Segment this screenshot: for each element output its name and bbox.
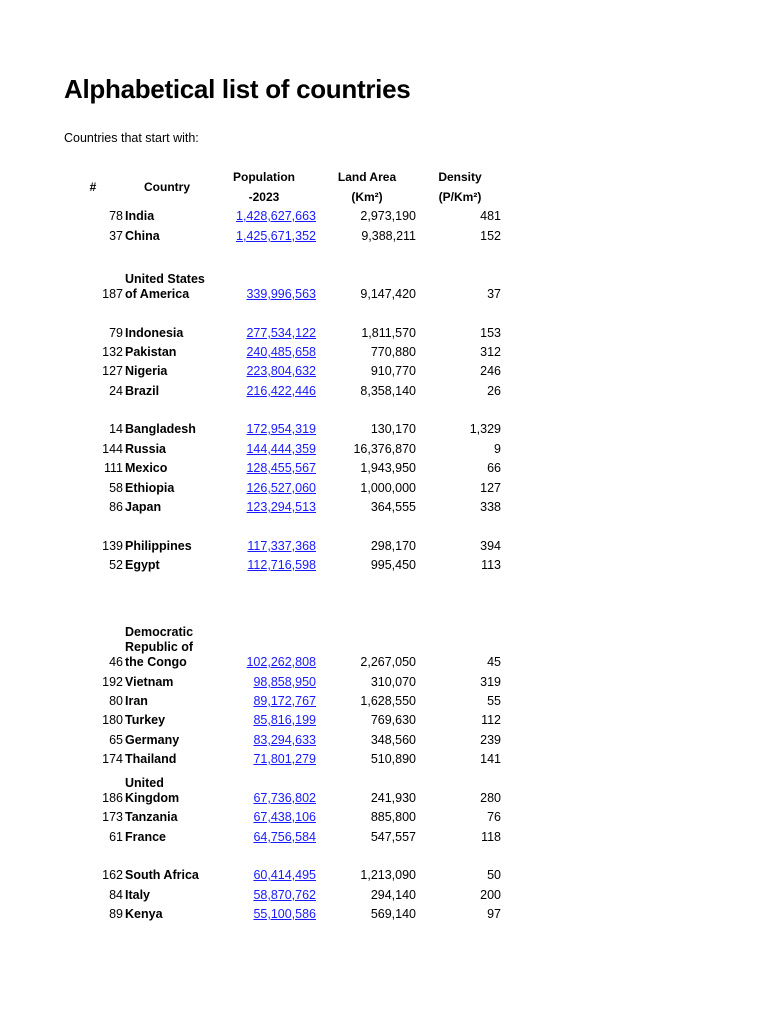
land-area-value: 9,147,420 bbox=[360, 287, 416, 301]
population-link[interactable]: 64,756,584 bbox=[253, 830, 316, 844]
country-name-line: Pakistan bbox=[125, 345, 177, 359]
row-number: 186 bbox=[102, 791, 123, 805]
density-value: 312 bbox=[480, 345, 501, 359]
land-area-value: 510,890 bbox=[370, 752, 416, 766]
population-link[interactable]: 60,414,495 bbox=[253, 868, 316, 882]
table-row bbox=[0, 810, 768, 825]
table-row bbox=[0, 907, 768, 922]
row-number: 192 bbox=[102, 675, 123, 689]
density-value: 66 bbox=[487, 461, 501, 475]
country-name-line: Japan bbox=[125, 500, 162, 514]
row-number: 79 bbox=[109, 326, 123, 340]
population-link[interactable]: 67,438,106 bbox=[253, 810, 316, 824]
land-area-value: 769,630 bbox=[370, 713, 416, 727]
land-area-value: 298,170 bbox=[370, 539, 416, 553]
population-link[interactable]: 58,870,762 bbox=[253, 888, 316, 902]
population-link[interactable]: 71,801,279 bbox=[253, 752, 316, 766]
land-area-value: 241,930 bbox=[370, 791, 416, 805]
row-number: 144 bbox=[102, 442, 123, 456]
population-link[interactable]: 1,425,671,352 bbox=[236, 229, 316, 243]
row-number: 111 bbox=[103, 461, 123, 475]
row-number: 14 bbox=[109, 422, 123, 436]
country-name-line: Democratic bbox=[125, 625, 194, 639]
page-subtitle: Countries that start with: bbox=[64, 131, 199, 145]
table-row bbox=[0, 539, 768, 554]
country-name-line: Kenya bbox=[125, 907, 163, 921]
row-number: 86 bbox=[109, 500, 123, 514]
country-name-line: of America bbox=[125, 287, 190, 301]
country-name-line: France bbox=[125, 830, 166, 844]
population-link[interactable]: 83,294,633 bbox=[253, 733, 316, 747]
population-link[interactable]: 112,716,598 bbox=[247, 558, 316, 572]
row-number: 84 bbox=[109, 888, 123, 902]
table-row bbox=[0, 868, 768, 883]
country-name-line: Vietnam bbox=[125, 675, 174, 689]
table-row bbox=[0, 422, 768, 437]
country-name-line: Egypt bbox=[125, 558, 160, 572]
table-row bbox=[0, 229, 768, 244]
header-population bbox=[224, 167, 304, 207]
header-land-area-line1: Land Area bbox=[337, 170, 397, 184]
row-number: 80 bbox=[109, 694, 123, 708]
table-row bbox=[0, 272, 768, 302]
table-row bbox=[0, 500, 768, 515]
density-value: 112 bbox=[481, 713, 501, 727]
population-link[interactable]: 172,954,319 bbox=[246, 422, 316, 436]
density-value: 319 bbox=[480, 675, 501, 689]
land-area-value: 1,213,090 bbox=[360, 868, 416, 882]
land-area-value: 294,140 bbox=[370, 888, 416, 902]
land-area-value: 1,943,950 bbox=[360, 461, 416, 475]
header-density bbox=[421, 167, 499, 207]
population-link[interactable]: 89,172,767 bbox=[253, 694, 316, 708]
table-row bbox=[0, 384, 768, 399]
density-value: 141 bbox=[480, 752, 501, 766]
density-value: 26 bbox=[487, 384, 501, 398]
population-link[interactable]: 67,736,802 bbox=[253, 791, 316, 805]
page-title: Alphabetical list of countries bbox=[64, 74, 411, 104]
density-value: 1,329 bbox=[469, 422, 501, 436]
density-value: 45 bbox=[487, 655, 501, 669]
country-name-line: Italy bbox=[125, 888, 151, 902]
population-link[interactable]: 117,337,368 bbox=[247, 539, 316, 553]
density-value: 152 bbox=[480, 229, 501, 243]
land-area-value: 547,557 bbox=[370, 830, 416, 844]
land-area-value: 16,376,870 bbox=[353, 442, 416, 456]
row-number: 187 bbox=[102, 287, 123, 301]
land-area-value: 910,770 bbox=[370, 364, 416, 378]
density-value: 338 bbox=[480, 500, 501, 514]
density-value: 50 bbox=[487, 868, 501, 882]
row-number: 127 bbox=[102, 364, 123, 378]
density-value: 9 bbox=[494, 442, 501, 456]
country-name-line: Kingdom bbox=[125, 791, 180, 805]
header-density-line1: Density bbox=[438, 170, 482, 184]
table-row bbox=[0, 713, 768, 728]
table-row bbox=[0, 461, 768, 476]
land-area-value: 569,140 bbox=[370, 907, 416, 921]
country-name-line: Nigeria bbox=[125, 364, 168, 378]
density-value: 239 bbox=[480, 733, 501, 747]
table-row bbox=[0, 558, 768, 573]
population-link[interactable]: 55,100,586 bbox=[253, 907, 316, 921]
table-row bbox=[0, 675, 768, 690]
density-value: 481 bbox=[480, 209, 501, 223]
row-number: 24 bbox=[109, 384, 123, 398]
population-link[interactable]: 123,294,513 bbox=[246, 500, 316, 514]
table-row bbox=[0, 752, 768, 767]
density-value: 118 bbox=[481, 830, 501, 844]
land-area-value: 885,800 bbox=[370, 810, 416, 824]
country-name-line: Thailand bbox=[125, 752, 177, 766]
country-name-line: Bangladesh bbox=[125, 422, 196, 436]
country-name-line: Turkey bbox=[125, 713, 166, 727]
country-name-line: India bbox=[125, 209, 155, 223]
country-name-line: Russia bbox=[125, 442, 166, 456]
country-name-line: Republic of bbox=[125, 640, 194, 654]
country-name-line: Philippines bbox=[125, 539, 192, 553]
header-density-line2: (P/Km²) bbox=[438, 190, 482, 204]
header-population-line2: -2023 bbox=[248, 190, 280, 204]
population-link[interactable]: 144,444,359 bbox=[246, 442, 316, 456]
land-area-value: 8,358,140 bbox=[360, 384, 416, 398]
density-value: 200 bbox=[480, 888, 501, 902]
density-value: 246 bbox=[480, 364, 501, 378]
density-value: 153 bbox=[480, 326, 501, 340]
country-name-line: Indonesia bbox=[125, 326, 184, 340]
header-population-line1: Population bbox=[233, 170, 295, 184]
land-area-value: 130,170 bbox=[370, 422, 416, 436]
density-value: 76 bbox=[487, 810, 501, 824]
country-name-line: Iran bbox=[125, 694, 148, 708]
population-link[interactable]: 126,527,060 bbox=[246, 481, 316, 495]
population-link[interactable]: 240,485,658 bbox=[246, 345, 316, 359]
country-name-line: United States bbox=[125, 272, 205, 286]
land-area-value: 9,388,211 bbox=[361, 229, 416, 243]
population-link[interactable]: 128,455,567 bbox=[246, 461, 316, 475]
land-area-value: 364,555 bbox=[370, 500, 416, 514]
row-number: 37 bbox=[109, 229, 123, 243]
header-country: Country bbox=[144, 180, 190, 194]
land-area-value: 1,628,550 bbox=[360, 694, 416, 708]
table-row bbox=[0, 209, 768, 224]
population-link[interactable]: 98,858,950 bbox=[253, 675, 316, 689]
land-area-value: 348,560 bbox=[370, 733, 416, 747]
density-value: 37 bbox=[487, 287, 501, 301]
row-number: 46 bbox=[109, 655, 123, 669]
population-link[interactable]: 277,534,122 bbox=[246, 326, 316, 340]
table-row bbox=[0, 326, 768, 341]
country-name-line: Ethiopia bbox=[125, 481, 175, 495]
row-number: 132 bbox=[102, 345, 123, 359]
header-num: # bbox=[89, 180, 97, 194]
population-link[interactable]: 102,262,808 bbox=[246, 655, 316, 669]
land-area-value: 2,267,050 bbox=[360, 655, 416, 669]
table-row bbox=[0, 625, 768, 670]
table-row bbox=[0, 776, 768, 806]
row-number: 180 bbox=[102, 713, 123, 727]
row-number: 52 bbox=[109, 558, 123, 572]
population-link[interactable]: 339,996,563 bbox=[246, 287, 316, 301]
country-name-line: Germany bbox=[125, 733, 180, 747]
population-link[interactable]: 223,804,632 bbox=[246, 364, 316, 378]
table-row bbox=[0, 830, 768, 845]
table-row bbox=[0, 364, 768, 379]
land-area-value: 1,811,570 bbox=[361, 326, 416, 340]
density-value: 55 bbox=[487, 694, 501, 708]
density-value: 97 bbox=[487, 907, 501, 921]
land-area-value: 1,000,000 bbox=[360, 481, 416, 495]
population-link[interactable]: 216,422,446 bbox=[246, 384, 316, 398]
land-area-value: 310,070 bbox=[370, 675, 416, 689]
table-row bbox=[0, 888, 768, 903]
country-name-line: Tanzania bbox=[125, 810, 178, 824]
row-number: 65 bbox=[109, 733, 123, 747]
density-value: 280 bbox=[480, 791, 501, 805]
country-name-line: Mexico bbox=[125, 461, 168, 475]
country-name-line: China bbox=[125, 229, 160, 243]
row-number: 61 bbox=[109, 830, 123, 844]
row-number: 162 bbox=[102, 868, 123, 882]
table-row bbox=[0, 481, 768, 496]
row-number: 174 bbox=[102, 752, 123, 766]
density-value: 113 bbox=[481, 558, 501, 572]
table-row bbox=[0, 442, 768, 457]
land-area-value: 770,880 bbox=[370, 345, 416, 359]
land-area-value: 995,450 bbox=[370, 558, 416, 572]
country-name-line: United bbox=[125, 776, 164, 790]
country-name-line: South Africa bbox=[125, 868, 199, 882]
population-link[interactable]: 1,428,627,663 bbox=[236, 209, 316, 223]
row-number: 139 bbox=[102, 539, 123, 553]
country-name-line: Brazil bbox=[125, 384, 160, 398]
table-row bbox=[0, 694, 768, 709]
row-number: 173 bbox=[102, 810, 123, 824]
density-value: 127 bbox=[480, 481, 501, 495]
header-land-area-line2: (Km²) bbox=[351, 190, 383, 204]
country-name-line: the Congo bbox=[125, 655, 187, 669]
header-land-area bbox=[327, 167, 407, 207]
row-number: 58 bbox=[109, 481, 123, 495]
density-value: 394 bbox=[480, 539, 501, 553]
row-number: 78 bbox=[109, 209, 123, 223]
table-row bbox=[0, 345, 768, 360]
table-row bbox=[0, 733, 768, 748]
population-link[interactable]: 85,816,199 bbox=[253, 713, 316, 727]
land-area-value: 2,973,190 bbox=[360, 209, 416, 223]
row-number: 89 bbox=[109, 907, 123, 921]
